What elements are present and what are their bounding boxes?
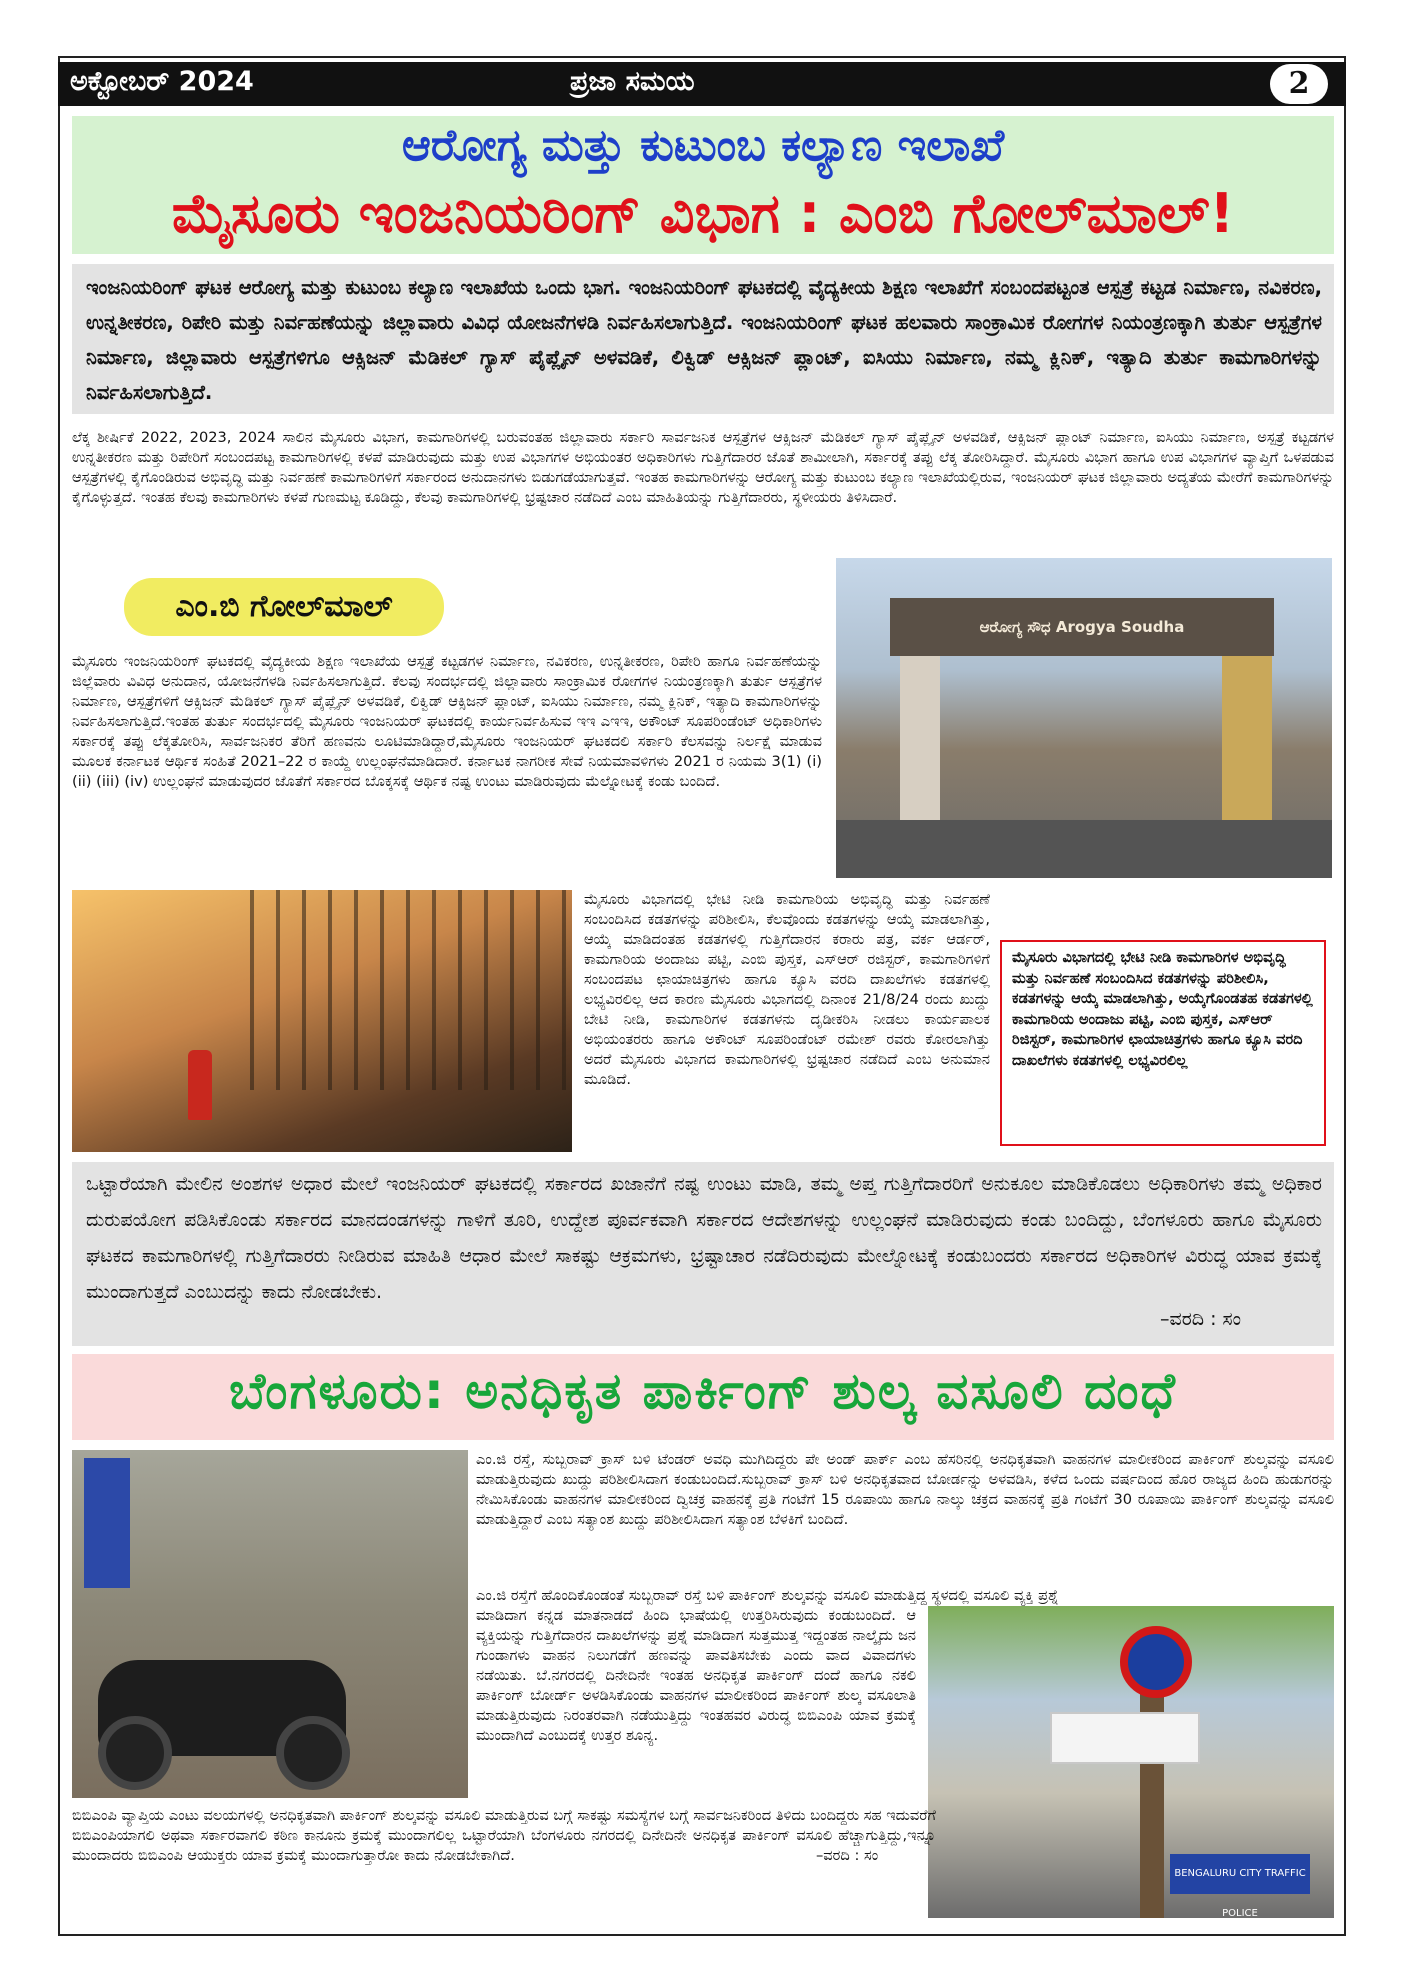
main-headline: ಮೈಸೂರು ಇಂಜನಿಯರಿಂಗ್ ವಿಭಾಗ : ಎಂಬಿ ಗೋಲ್‌ಮಾಲ್!	[171, 182, 1235, 245]
road	[836, 820, 1332, 878]
story2-credit: –ವರದಿ : ಸಂ	[816, 1847, 879, 1864]
gate-sign: ಆರೋಗ್ಯ ಸೌಧ Arogya Soudha	[890, 598, 1274, 656]
story2-paragraph-2: ಎಂ.ಜಿ ರಸ್ತೆಗೆ ಹೊಂದಿಕೊಂಡಂತೆ ಸುಬ್ಬರಾವ್ ರಸ್ತೆ ಬಳಿ ಪಾರ್ಕಿಂಗ್ ಶುಲ್ಕವನ್ನು ವಸೂಲಿ ಮಾಡುತ್ತಿದ್ದ ಸ್ಥಳದಲ್ಲಿ ವಸೂಲಿ ವ್ಯಕ್ತಿ ಪ್ರಶ್ನೆ	[476, 1587, 1059, 1604]
worker-figure	[188, 1050, 212, 1120]
no-parking-sign-icon	[1120, 1626, 1192, 1698]
story2-paragraph-1: ಎಂ.ಜಿ ರಸ್ತೆ, ಸುಬ್ಬರಾವ್ ಕ್ರಾಸ್ ಬಳಿ ಟೆಂಡರ್ ಅವಧಿ ಮುಗಿದಿದ್ದರು ಪೇ ಅಂಡ್ ಪಾರ್ಕ್ ಎಂಬ ಹೆಸರಿನಲ್ಲಿ ಅನಧಿಕೃತವಾಗಿ ವಾಹನಗಳ ಮಾಲೀಕರಿಂದ ಪಾರ್ಕಿಂಗ್ ಶುಲ್ಕವನ್ನು ವಸೂಲಿ ಮಾಡುತ್ತಿರುವುದು ಖುದ್ದು ಪರಿಶೀಲಿಸಿದಾಗ ಕಂಡುಬಂದಿದೆ.ಸುಬ್ಬರಾವ್ ಕ್ರಾಸ್ ಬಳಿ ಅನಧಿಕೃತವಾದ ಬೋರ್ಡನ್ನು ಅಳವಡಿಸಿ, ಕಳೆದ ಒಂದು ವರ್ಷದಿಂದ ಹೊರ ರಾಜ್ಯದ ಹಿಂದಿ ಹುಡುಗರನ್ನು ನೇಮಿಸಿಕೊಂಡು ವಾಹನಗಳ ಮಾಲೀಕರಿಂದ ದ್ವಿಚಕ್ರ ವಾಹನಕ್ಕೆ ಪ್ರತಿ ಗಂಟೆಗೆ 15 ರೂಪಾಯಿ ಹಾಗೂ ನಾಲ್ಕು ಚಕ್ರದ ವಾಹನಕ್ಕೆ ಪ್ರತಿ ಗಂಟೆಗೆ 30 ರೂಪಾಯಿ ಪಾರ್ಕಿಂಗ್ ಶುಲ್ಕವನ್ನು ವಸೂಲಿ ಮಾಡುತ್ತಿದ್ದಾರೆ ಎಂಬ ಸತ್ಯಾಂಶ ಖುದ್ದು ಪರಿಶೀಲಿಸಿದಾಗ ಸತ್ಯಾಂಶ ಬೆಳಕಿಗೆ ಬಂದಿದೆ.	[476, 1451, 1334, 1528]
sidebar-text: ಮೈಸೂರು ವಿಭಾಗದಲ್ಲಿ ಭೇಟಿ ನೀಡಿ ಕಾಮಗಾರಿಗಳ ಅಭಿವೃದ್ಧಿ ಮತ್ತು ನಿರ್ವಹಣೆ ಸಂಬಂದಿಸಿದ ಕಡತಗಳನ್ನು ಪರಿಶೀಲಿಸಿ, ಕಡತಗಳನ್ನು ಆಯ್ಕೆ ಮಾಡಲಾಗಿತ್ತು, ಅಯ್ಕೆಗೊಂಡತಹ ಕಡತಗಳಲ್ಲಿ ಕಾಮಗಾರಿಯ ಅಂದಾಜು ಪಟ್ಟಿ, ಎಂಬಿ ಪುಸ್ತಕ, ಎಸ್ಆರ್ ರಿಜಿಸ್ಟರ್, ಕಾಮಗಾರಿಗಳ ಛಾಯಾಚಿತ್ರಗಳು ಹಾಗೂ ಕ್ಯೂಸಿ ವರದಿ ದಾಖಲೆಗಳು ಕಡತಗಳಲ್ಲಿ ಲಭ್ಯವಿರಲಿಲ್ಲ	[1012, 949, 1313, 1069]
scaffolding	[250, 890, 572, 1090]
motorcycle-wheel-front	[98, 1716, 172, 1790]
motorcycle-wheel-rear	[276, 1716, 350, 1790]
story2-paragraph-4: ಬಿಬಿಎಂಪಿ ವ್ಯಾಪ್ತಿಯ ಎಂಟು ವಲಯಗಳಲ್ಲಿ ಅನಧಿಕೃತವಾಗಿ ಪಾರ್ಕಿಂಗ್ ಶುಲ್ಕವನ್ನು ವಸೂಲಿ ಮಾಡುತ್ತಿರುವ ಬಗ್ಗೆ ಸಾಕಷ್ಟು ಸಮಸ್ಯೆಗಳ ಬಗ್ಗೆ ಸಾರ್ವಜನಿಕರಿಂದ ತಿಳಿದು ಬಂದಿದ್ದರು ಸಹ ಇದುವರೆಗೆ ಬಿಬಿಎಂಪಿಯಾಗಲಿ ಅಥವಾ ಸರ್ಕಾರವಾಗಲಿ ಕಠಿಣ ಕಾನೂನು ಕ್ರಮಕ್ಕೆ ಮುಂದಾಗಲಿಲ್ಲ ಒಟ್ಟಾರೆಯಾಗಿ ಬೆಂಗಳೂರು ನಗರದಲ್ಲಿ ದಿನೇದಿನೇ ಅನಧಿಕೃತ ಪಾರ್ಕಿಂಗ್ ವಸೂಲಿ ಹೆಚ್ಚಾಗುತ್ತಿದ್ದು,ಇನ್ನೂ ಮುಂದಾದರು ಬಿಬಿಎಂಪಿ ಆಯುಕ್ತರು ಯಾವ ಕ್ರಮಕ್ಕೆ ಮುಂದಾಗುತ್ತಾರೋ ಕಾದು ನೋಡಬೇಕಾಗಿದೆ.	[72, 1807, 936, 1864]
department-title: ಆರೋಗ್ಯ ಮತ್ತು ಕುಟುಂಬ ಕಲ್ಯಾಣ ಇಲಾಖೆ	[401, 120, 1005, 171]
story2-paragraph-3: ಮಾಡಿದಾಗ ಕನ್ನಡ ಮಾತನಾಡದೆ ಹಿಂದಿ ಭಾಷೆಯಲ್ಲಿ ಉತ್ತರಿಸಿರುವುದು ಕಂಡುಬಂದಿದೆ. ಆ ವ್ಯಕ್ತಿಯನ್ನು ಗುತ್ತಿಗೆದಾರನ ದಾಖಲೆಗಳನ್ನು ಪ್ರಶ್ನೆ ಮಾಡಿದಾಗ ಸುತ್ತಮುತ್ತ ಇದ್ದಂತಹ ನಾಲ್ಕೈದು ಜನ ಗುಂಡಾಗಳು ವಾಹನ ನಿಲುಗಡೆಗೆ ಹಣವನ್ನು ಪಾವತಿಸಬೇಕು ಎಂದು ವಾದ ವಿವಾದಗಳು ನಡೆಯಿತು. ಬೆ.ನಗರದಲ್ಲಿ ದಿನೇದಿನೇ ಇಂತಹ ಅನಧಿಕೃತ ಪಾರ್ಕಿಂಗ್ ದಂದೆ ಹಾಗೂ ನಕಲಿ ಪಾರ್ಕಿಂಗ್ ಬೋರ್ಡ್ ಅಳಡಿಸಿಕೊಂಡು ವಾಹನಗಳ ಮಾಲೀಕರಿಂದ ಪಾರ್ಕಿಂಗ್ ಶುಲ್ಕ ವಸೂಲಾತಿ ಮಾಡುತ್ತಿರುವುದು ನಿರಂತರವಾಗಿ ನಡೆಯುತ್ತಿದ್ದು ಇಂತಹವರ ವಿರುದ್ಧ ಬಿಬಿಎಂಪಿ ಯಾವ ಕ್ರಮಕ್ಕೆ ಮುಂದಾಗಿದೆ ಎಂಬುದಕ್ಕೆ ಉತ್ತರ ಶೂನ್ಯ.	[476, 1607, 916, 1744]
story1-credit: –ವರದಿ : ಸಂ	[1160, 1308, 1242, 1330]
lead-paragraph: ಇಂಜನಿಯರಿಂಗ್ ಘಟಕ ಆರೋಗ್ಯ ಮತ್ತು ಕುಟುಂಬ ಕಲ್ಯಾಣ ಇಲಾಖೆಯ ಒಂದು ಭಾಗ. ಇಂಜನಿಯರಿಂಗ್ ಘಟಕದಲ್ಲಿ ವೈದ್ಯಕೀಯ ಶಿಕ್ಷಣ ಇಲಾಖೆಗೆ ಸಂಬಂದಪಟ್ಟಂತ ಆಸ್ಪತ್ರೆ ಕಟ್ಟಡ ನಿರ್ಮಾಣ, ನವಿಕರಣ, ಉನ್ನತೀಕರಣ, ರಿಪೇರಿ ಮತ್ತು ನಿರ್ವಹಣೆಯನ್ನು ಜಿಲ್ಲಾವಾರು ವಿವಿಧ ಯೋಜನೆಗಳಡಿ ನಿರ್ವಹಿಸಲಾಗುತ್ತಿದೆ. ಇಂಜನಿಯರಿಂಗ್ ಘಟಕ ಹಲವಾರು ಸಾಂಕ್ರಾಮಿಕ ರೋಗಗಳ ನಿಯಂತ್ರಣಕ್ಕಾಗಿ ತುರ್ತು ಆಸ್ಪತ್ರೆಗಳ ನಿರ್ಮಾಣ, ಜಿಲ್ಲಾವಾರು ಆಸ್ಪತ್ರೆಗಳಿಗೂ ಆಕ್ಸಿಜನ್ ಮೆಡಿಕಲ್ ಗ್ಯಾಸ್ ಪೈಪ್ಲೈನ್ ಅಳವಡಿಕೆ, ಲಿಕ್ವಿಡ್ ಆಕ್ಸಿಜನ್ ಪ್ಲಾಂಟ್, ಐಸಿಯು ನಿರ್ಮಾಣ, ನಮ್ಮ ಕ್ಲಿನಿಕ್, ಇತ್ಯಾದಿ ತುರ್ತು ಕಾಮಗಾರಿಗಳನ್ನು ನಿರ್ವಹಿಸಲಾಗುತ್ತಿದೆ.	[86, 276, 1322, 404]
body-paragraph-2: ಮೈಸೂರು ಇಂಜನಿಯರಿಂಗ್ ಘಟಕದಲ್ಲಿ ವೈದ್ಯಕೀಯ ಶಿಕ್ಷಣ ಇಲಾಖೆಯ ಆಸ್ಪತ್ರೆ ಕಟ್ಟಡಗಳ ನಿರ್ಮಾಣ, ನವಿಕರಣ, ಉನ್ನತೀಕರಣ, ರಿಪೇರಿ ಹಾಗೂ ನಿರ್ವಹಣೆಯನ್ನು ಜಿಲ್ಲೆವಾರು ವಿವಿಧ ಅನುದಾನ, ಯೋಜನೆಗಳಡಿ ನಿರ್ವಹಿಸಲಾಗುತ್ತಿದೆ. ಕೆಲವು ಸಂದರ್ಭದಲ್ಲಿ ಜಿಲ್ಲಾವಾರು ಸಾಂಕ್ರಾಮಿಕ ರೋಗಗಳ ನಿಯಂತ್ರಣಕ್ಕಾಗಿ ತುರ್ತು ಆಸ್ಪತ್ರೆಗಳ ನಿರ್ಮಾಣ, ಆಸ್ಪತ್ರೆಗಳಿಗೆ ಆಕ್ಸಿಜನ್ ಮೆಡಿಕಲ್ ಗ್ಯಾಸ್ ಪೈಪ್ಲೈನ್ ಅಳವಡಿಕೆ, ಲಿಕ್ವಿಡ್ ಆಕ್ಸಿಜನ್ ಪ್ಲಾಂಟ್, ಐಸಿಯು ನಿರ್ಮಾಣ, ನಮ್ಮ ಕ್ಲಿನಿಕ್, ಇತ್ಯಾದಿ ಕಾಮಗಾರಿಗಳನ್ನು ನಿರ್ವಹಿಸಲಾಗುತ್ತಿದೆ.ಇಂತಹ ತುರ್ತು ಸಂದರ್ಭದಲ್ಲಿ ಮೈಸೂರು ಇಂಜನಿಯರ್ ಘಟಕದಲ್ಲಿ ಕಾರ್ಯನಿರ್ವಹಿಸುವ ಇಇ ಎಇಇ, ಅಕೌಂಟ್ ಸೂಪರಿಂಡೆಂಟ್ ಅಧಿಕಾರಿಗಳು ಸರ್ಕಾರಕ್ಕೆ ತಪ್ಪು ಲೆಕ್ಕತೋರಿಸಿ, ಸಾರ್ವಜನಿಕರ ತೆರಿಗೆ ಹಣವನು ಲೂಟಿಮಾಡಿದ್ದಾರೆ,ಮೈಸೂರು ಇಂಜನಿಯರ್ ಘಟಕದಲಿ ಸರ್ಕಾರಿ ಕೆಲಸವನ್ನು ನಿರ್ಲಕ್ಷೆ ಮಾಡುವ ಮೂಲಕ ಕರ್ನಾಟಕ ಆರ್ಥಿಕ ಸಂಹಿತೆ 2021–22 ರ ಕಾಯ್ದೆ ಉಲ್ಲಂಘನೆಮಾಡಿದಾರೆ. ಕರ್ನಾಟಕ ನಾಗರೀಕ ಸೇವೆ ನಿಯಮಾವಳಿಗಳು 2021 ರ ನಿಯಮ 3(1) (i) (ii) (iii) (iv) ಉಲ್ಲಂಘನೆ ಮಾಡುವುದರ ಜೊತೆಗೆ ಸರ್ಕಾರದ ಬೊಕ್ಕಸಕ್ಕೆ ಆರ್ಥಿಕ ನಷ್ಟ ಉಂಟು ಮಾಡಿರುವುದು ಮೆಲ್ನೋಟಕ್ಕೆ ಕಂಡು ಬಂದಿದೆ.	[72, 653, 822, 790]
traffic-police-board: BENGALURU CITY TRAFFIC POLICE	[1170, 1854, 1310, 1894]
summary-paragraph: ಒಟ್ಟಾರೆಯಾಗಿ ಮೇಲಿನ ಅಂಶಗಳ ಅಧಾರ ಮೇಲೆ ಇಂಜನಿಯರ್ ಘಟಕದಲ್ಲಿ ಸರ್ಕಾರದ ಖಜಾನೆಗೆ ನಷ್ಟ ಉಂಟು ಮಾಡಿ, ತಮ್ಮ ಅಪ್ತ ಗುತ್ತಿಗೆದಾರರಿಗೆ ಅನುಕೂಲ ಮಾಡಿಕೊಡಲು ಅಧಿಕಾರಿಗಳು ತಮ್ಮ ಅಧಿಕಾರ ದುರುಪಯೋಗ ಪಡಿಸಿಕೊಂಡು ಸರ್ಕಾರದ ಮಾನದಂಡಗಳನ್ನು ಗಾಳಿಗೆ ತೂರಿ, ಉದ್ದೇಶ ಪೂರ್ವಕವಾಗಿ ಸರ್ಕಾರದ ಆದೇಶಗಳನ್ನು ಉಲ್ಲಂಘನೆ ಮಾಡಿರುವುದು ಕಂಡು ಬಂದಿದ್ದು, ಬೆಂಗಳೂರು ಹಾಗೂ ಮೈಸೂರು ಘಟಕದ ಕಾಮಗಾರಿಗಳಲ್ಲಿ ಗುತ್ತಿಗೆದಾರರು ನೀಡಿರುವ ಮಾಹಿತಿ ಆಧಾರ ಮೇಲೆ ಸಾಕಷ್ಟು ಆಕ್ರಮಗಳು, ಭ್ರಷ್ಟಾಚಾರ ನಡೆದಿರುವುದು ಮೇಲ್ನೋಟಕ್ಕೆ ಕಂಡುಬಂದರು ಸರ್ಕಾರದ ಅಧಿಕಾರಿಗಳ ವಿರುದ್ಧ ಯಾವ ಕ್ರಮಕ್ಕೆ ಮುಂದಾಗುತ್ತದೆ ಎಂಬುದನ್ನು ಕಾದು ನೋಡಬೇಕು.	[86, 1173, 1322, 1303]
page-number: 2	[1270, 64, 1328, 104]
shop-sign	[84, 1458, 130, 1588]
paper-name: ಪ್ರಜಾ ಸಮಯ	[570, 66, 695, 97]
body-paragraph-1: ಲೆಕ್ಕ ಶೀರ್ಷಿಕೆ 2022, 2023, 2024 ಸಾಲಿನ ಮೈಸೂರು ವಿಭಾಗ, ಕಾಮಗಾರಿಗಳಲ್ಲಿ ಬರುವಂತಹ ಜಿಲ್ಲಾವಾರು ಸರ್ಕಾರಿ ಸಾರ್ವಜನಿಕ ಆಸ್ಪತ್ರೆಗಳ ಆಕ್ಸಿಜನ್ ಮೆಡಿಕಲ್ ಗ್ಯಾಸ್ ಪೈಪ್ಲೈನ್ ಅಳವಡಿಕೆ, ಆಕ್ಸಿಜನ್ ಪ್ಲಾಂಟ್ ನಿರ್ಮಾಣ, ಐಸಿಯು ನಿರ್ಮಾಣ, ಅಸ್ಪತ್ರೆ ಕಟ್ಟಡಗಳ ಉನ್ನತೀಕರಣ ಮತ್ತು ರಿಪೇರಿಗೆ ಸಂಬಂದಪಟ್ಟ ಕಾಮಗಾರಿಗಳಲ್ಲಿ ಕಳಪೆ ಮಾಡಿರುವುದು ಮತ್ತು ಉಪ ವಿಭಾಗಗಳ ಅಭಿಯಂತರ ಅಧಿಕಾರಿಗಳು ಗುತ್ತಿಗೆದಾರರ ಜೊತೆ ಶಾಮೀಲಾಗಿ, ಸರ್ಕಾರಕ್ಕೆ ತಪ್ಪು ಲೆಕ್ಕ ತೋರಿಸಿದ್ದಾರೆ. ಮೈಸೂರು ವಿಭಾಗ ಹಾಗೂ ಉಪ ವಿಭಾಗಗಳ ವ್ಯಾಪ್ತಿಗೆ ಒಳಪಡುವ ಆಸ್ಪತ್ರೆಗಳಲ್ಲಿ ಕೈಗೊಂಡಿರುವ ಅಭಿವೃದ್ಧಿ ಮತ್ತು ನಿರ್ವಹಣೆ ಕಾಮಗಾರಿಗಳಿಗೆ ಸರ್ಕಾರಂದ ಅನುದಾನಗಳು ಬಿಡುಗಡೆಯಾಗುತ್ತವೆ. ಇಂತಹ ಕಾಮಗಾರಿಗಳನ್ನು ಆರೋಗ್ಯ ಮತ್ತು ಕುಟುಂಬ ಕಲ್ಯಾಣ ಇಲಾಖೆಯಲ್ಲಿರುವ, ಇಂಜನಿಯರ್ ಘಟಕ ಜಿಲ್ಲಾವಾರು ಅದ್ಯತೆಯ ಮೇರೆಗೆ ಕಾಮಗಾರಿಗಳನ್ನು ಕೈಗೊಳ್ಳುತ್ತದೆ. ಇಂತಹ ಕೆಲವು ಕಾಮಗಾರಿಗಳು ಕಳಪೆ ಗುಣಮಟ್ಟ ಕೂಡಿದ್ದು, ಕೆಲವು ಕಾಮಗಾರಿಗಳಲ್ಲಿ ಭ್ರಷ್ಟಚಾರ ನಡೆದಿದೆ ಎಂಬ ಮಾಹಿತಿಯನ್ನು ಗುತ್ತಿಗೆದಾರರು, ಸ್ಥಳೀಯರು ತಿಳಿಸಿದಾರೆ.	[72, 429, 1334, 506]
issue-date: ಅಕ್ಟೋಬರ್ 2024	[70, 66, 254, 97]
body-paragraph-3: ಮೈಸೂರು ವಿಭಾಗದಲ್ಲಿ ಭೇಟಿ ನೀಡಿ ಕಾಮಗಾರಿಯ ಅಭಿವೃದ್ಧಿ ಮತ್ತು ನಿರ್ವಹಣೆ ಸಂಬಂದಿಸಿದ ಕಡತಗಳನ್ನು ಪರಿಶೀಲಿಸಿ, ಕೆಲವೊಂದು ಕಡತಗಳನ್ನು ಆಯ್ಕೆ ಮಾಡಲಾಗಿತ್ತು, ಆಯ್ಕೆ ಮಾಡಿದಂತಹ ಕಡತಗಳಲ್ಲಿ ಗುತ್ತಿಗೆದಾರನ ಕರಾರು ಪತ್ರ, ವರ್ಕ ಆರ್ಡರ್, ಕಾಮಗಾರಿಯ ಅಂದಾಜು ಪಟ್ಟಿ, ಎಂಬಿ ಪುಸ್ತಕ, ಎಸ್ಆರ್ ರಜಿಸ್ಟರ್, ಕಾಮಗಾರಿಗಳಿಗೆ ಸಂಬಂದಪಟ ಛಾಯಾಚಿತ್ರಗಳು ಹಾಗೂ ಕ್ಯೂಸಿ ವರದಿ ದಾಖಲೆಗಳು ಕಡತಗಳಲ್ಲಿ ಲಭ್ಯವಿರಲಿಲ್ಲ ಆದ ಕಾರಣ ಮೈಸೂರು ವಿಭಾಗದಲ್ಲಿ ದಿನಾಂಕ 21/8/24 ರಂದು ಖುದ್ದು ಬೇಟಿ ನೀಡಿ, ಕಾಮಗಾರಿಗಳ ಕಡತಗಳನು ದೃಡೀಕರಿಸಿ ನೀಡಲು ಕಾರ್ಯಪಾಲಕ ಅಭಿಯಂತರರು ಹಾಗೂ ಅಕೌಂಟ್ ಸೂಪರಿಂಡೆಂಟ್ ರಮೇಶ್ ರವರು ಕೋರಲಾಗಿತ್ತು ಅದರೆ ಮೈಸೂರು ವಿಭಾಗದ ಕಾಮಗಾರಿಗಳಲ್ಲಿ ಭ್ರಷ್ಟಚಾರ ನಡೆದಿದೆ ಎಂಬ ಅನುಮಾನ ಮೂಡಿದೆ.	[584, 891, 990, 1088]
subhead-tag: ಎಂ.ಬಿ ಗೋಲ್‌ಮಾಲ್	[124, 578, 444, 636]
second-headline: ಬೆಂಗಳೂರು: ಅನಧಿಕೃತ ಪಾರ್ಕಿಂಗ್ ಶುಲ್ಕ ವಸೂಲಿ ದಂಧೆ	[229, 1362, 1177, 1420]
parking-banner	[1050, 1712, 1200, 1764]
